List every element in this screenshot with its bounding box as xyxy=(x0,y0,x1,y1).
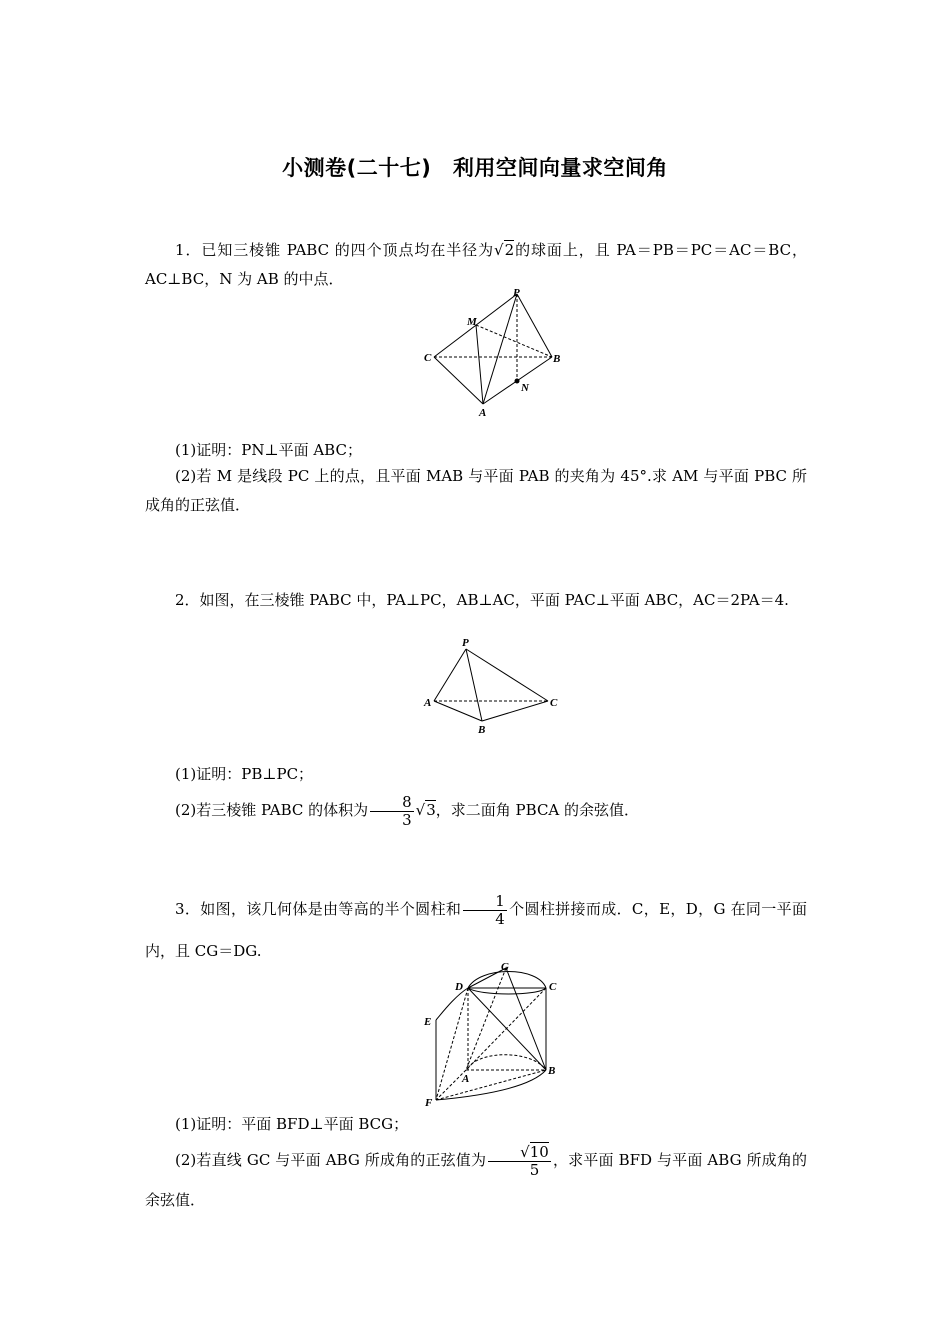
q3-fraction: $\frac{1}{4}$ xyxy=(463,893,507,928)
q1-part1: (1)证明：PN⊥平面 ABC； xyxy=(175,441,362,459)
q1-label-B: B xyxy=(553,353,561,365)
q3-part2-b: ，求平面 BFD 与平面 ABG 所成角的余弦值． xyxy=(145,1151,807,1209)
q2-label-C: C xyxy=(550,697,558,709)
q3-label-D: D xyxy=(455,981,463,993)
q2-figure xyxy=(420,633,570,738)
q3-part1: (1)证明：平面 BFD⊥平面 BCG； xyxy=(175,1115,409,1133)
q3-part2 xyxy=(145,1140,807,1220)
q2-sqrt: √3 xyxy=(415,801,436,819)
q2-part2 xyxy=(145,790,807,830)
q2-label-P: P xyxy=(462,637,469,649)
q2-part2-b: ，求二面角 PBCA 的余弦值． xyxy=(435,801,640,819)
q2-label-B: B xyxy=(478,724,486,736)
q3-label-A: A xyxy=(462,1073,470,1085)
q2-stem: 2．如图，在三棱锥 PABC 中，PA⊥PC，AB⊥AC，平面 PAC⊥平面 ABC，AC＝2PA＝4. xyxy=(175,591,789,609)
q1-label-A: A xyxy=(479,407,487,419)
q3-stem-b: 个圆柱拼接而成．C，E，D，G 在同一平面内，且 CG＝DG. xyxy=(145,900,807,960)
q1-figure xyxy=(420,285,570,420)
q3-label-G: G xyxy=(501,961,509,973)
q1-label-P: P xyxy=(513,287,520,299)
q1-label-C: C xyxy=(424,352,432,364)
q2-part2-a: (2)若三棱锥 PABC 的体积为 xyxy=(175,801,369,819)
q1-stem-a: 1．已知三棱锥 PABC 的四个顶点均在半径为 xyxy=(175,241,495,259)
q2-fraction: $\frac{8}{3}$ xyxy=(370,794,414,829)
q3-figure xyxy=(420,958,570,1110)
q1-label-N: N xyxy=(521,382,529,394)
q3-part2-a: (2)若直线 GC 与平面 ABG 所成角的正弦值为 xyxy=(175,1151,487,1169)
q2-part1: (1)证明：PB⊥PC； xyxy=(175,765,314,783)
q3-stem-a: 3．如图，该几何体是由等高的半个圆柱和 xyxy=(175,900,462,918)
q1-stem-b: 的球面上，且 PA＝PB＝PC＝AC＝BC，AC⊥BC，N 为 AB 的中点． xyxy=(145,241,807,288)
page-title: 小测卷(二十七) 利用空间向量求空间角 xyxy=(282,156,668,180)
q3-label-B: B xyxy=(548,1065,556,1077)
q1-part2: (2)若 M 是线段 PC 上的点，且平面 MAB 与平面 PAB 的夹角为 45°.求 AM 与平面 PBC 所成角的正弦值． xyxy=(145,467,807,514)
q3-label-F: F xyxy=(425,1097,433,1109)
q1-label-M: M xyxy=(467,316,477,328)
q2-label-A: A xyxy=(424,697,432,709)
q3-label-C: C xyxy=(549,981,557,993)
q3-label-E: E xyxy=(424,1016,432,1028)
q1-sqrt: √2 xyxy=(494,241,515,259)
q3-fraction-2: $\frac{√10}{5}$ xyxy=(488,1144,551,1179)
